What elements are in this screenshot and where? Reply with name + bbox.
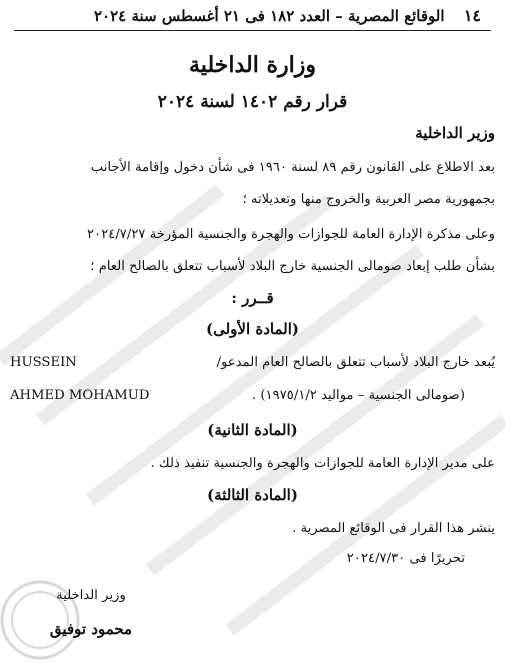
article-3-heading: (المادة الثالثة) [207, 486, 298, 504]
running-title: الوقائع المصرية – العدد ١٨٢ فى ٢١ أغسطس سنة ٢٠٢٤ [94, 7, 445, 25]
ministry-title: وزارة الداخلية [189, 52, 316, 78]
preamble-line-2: بجمهورية مصر العربية والخروج منها وتعديلاته ؛ [242, 192, 495, 207]
running-header [14, 4, 491, 31]
preamble-line-1: بعد الاطلاع على القانون رقم ٨٩ لسنة ١٩٦٠ فى شأن دخول وإقامة الأجانب [90, 160, 495, 175]
article-1-name-part-1: HUSSEIN [10, 355, 77, 370]
preamble-line-3: وعلى مذكرة الإدارة العامة للجوازات والهجرة والجنسية المؤرخة ٢٠٢٤/٧/٢٧ [87, 227, 495, 242]
article-1-name-part-2: AHMED MOHAMUD [10, 388, 150, 403]
signature-title: وزير الداخلية [56, 588, 126, 603]
article-1-heading: (المادة الأولى) [206, 320, 299, 338]
decree-number: قرار رقم ١٤٠٢ لسنة ٢٠٢٤ [157, 92, 348, 112]
date-line: تحريرًا فى ٢٠٢٤/٧/٣٠ [346, 551, 465, 566]
article-1-line-1: يُبعد خارج البلاد لأسباب تتعلق بالصالح العام المدعو/ [216, 355, 495, 370]
signature-name: محمود توفيق [49, 620, 133, 638]
article-2-heading: (المادة الثانية) [207, 421, 298, 439]
preamble-line-4: بشأن طلب إبعاد صومالى الجنسية خارج البلاد لأسباب تتعلق بالصالح العام ؛ [90, 259, 495, 274]
decided-heading: قــرر : [231, 289, 274, 307]
article-1-line-2: (صومالى الجنسية – مواليد ١٩٧٥/١/٢) . [252, 388, 465, 403]
article-2-text: على مدير الإدارة العامة للجوازات والهجرة والجنسية تنفيذ ذلك . [150, 456, 495, 471]
article-3-text: ينشر هذا القرار فى الوقائع المصرية . [292, 521, 495, 536]
issuer-title: وزير الداخلية [415, 124, 495, 142]
page-number: ١٤ [463, 6, 481, 25]
